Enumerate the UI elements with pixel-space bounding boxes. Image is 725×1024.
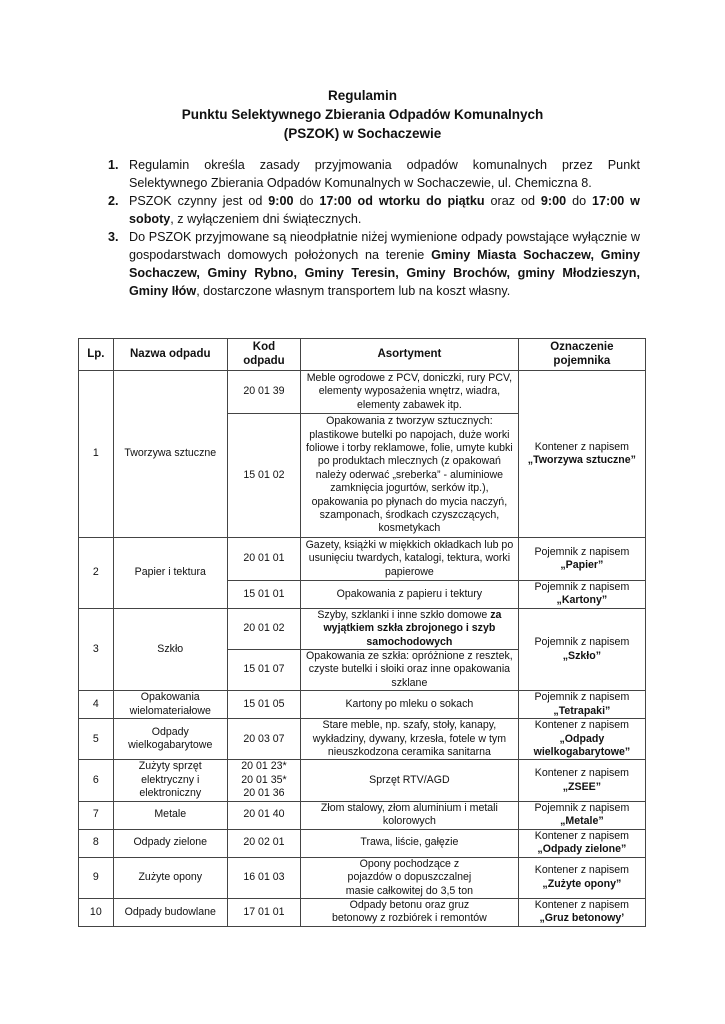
cell-code [227,760,300,801]
bin-name: „Tworzywa sztuczne” [527,454,636,466]
bin-label: Pojemnik z napisem [534,691,630,704]
table-row [79,719,646,760]
cell-bin [518,608,645,690]
waste-table [78,338,646,927]
rule-number: 1. [108,158,119,172]
cell-name: Odpady wielkogabarytowe [113,719,227,760]
cell-code: 15 01 07 [227,650,300,691]
cell-name: Tworzywa sztuczne [113,371,227,538]
cell-name: Odpady budowlane [113,898,227,926]
rule-item [108,156,640,192]
bin-label: Pojemnik z napisem [534,801,630,814]
bin-name: „ZSEE” [562,780,601,793]
header-lp: Lp. [79,339,114,371]
rule-number: 3. [108,230,119,244]
cell-bin [518,538,645,581]
cell-code: 15 01 01 [227,581,300,609]
cell-desc: Odpady betonu oraz gruz betonowy z rozbiórek i remontów [301,898,519,926]
cell-code: 20 01 39 [227,371,300,414]
code-line: 20 01 23* [241,760,287,773]
cell-code: 20 01 40 [227,801,300,829]
header-name: Nazwa odpadu [113,339,227,371]
bin-label: Kontener z napisem [534,899,629,911]
cell-code: 20 02 01 [227,829,300,857]
table-row [79,691,646,719]
cell-bin [518,801,645,829]
bin-name: „Odpady zielone” [537,843,627,856]
cell-desc: Trawa, liście, gałęzie [301,829,519,857]
cell-bin [518,760,645,801]
cell-desc: Złom stalowy, złom aluminium i metali kolorowych [301,801,519,829]
cell-desc [301,608,519,649]
cell-code: 16 01 03 [227,857,300,898]
bin-name: „Gruz betonowy’ [539,912,625,925]
rule-text: do [566,194,593,208]
rule-bold: 9:00 [540,194,567,208]
rule-text: do [293,194,320,208]
desc-text: Szyby, szklanki i inne szkło domowe [317,608,491,621]
table-row [79,371,646,414]
cell-desc: Opakowania z tworzyw sztucznych: plastikowe butelki po napojach, duże worki foliowe i torby reklamowe, folie, umyte kubki po produktach mlecznych (z opakowań należy oderwać „sreberka” - aluminiowe zamknięcia jogurtów, serków itp.), opakowania po płynach do mycia naczyń, szamponach, środkach czyszczących, kosmetykach [301,414,519,538]
rule-text: Do PSZOK przyjmowane są nieodpłatnie niżej wymienione odpady powstające wyłącznie w gospodarstwach domowych położonych na terenie [129,230,640,262]
cell-name: Zużyty sprzęt elektryczny i elektroniczny [113,760,227,801]
bin-label: Kontener z napisem [534,719,629,732]
bin-name: „Papier” [560,559,604,571]
header-assortment: Asortyment [301,339,519,371]
cell-bin [518,719,645,760]
cell-lp: 4 [79,691,114,719]
cell-desc: Opony pochodzące z pojazdów o dopuszczalnej masie całkowitej do 3,5 ton [301,857,519,898]
cell-name: Zużyte opony [113,857,227,898]
table-row [79,760,646,801]
cell-code: 20 03 07 [227,719,300,760]
table-row [79,801,646,829]
cell-bin [518,371,645,538]
cell-code: 17 01 01 [227,898,300,926]
cell-name: Metale [113,801,227,829]
bin-name: „Odpady wielkogabarytowe” [533,732,631,759]
table-row [79,857,646,898]
title-line: Punktu Selektywnego Zbierania Odpadów Komunalnych [181,107,544,122]
table-row [79,898,646,926]
cell-lp: 3 [79,608,114,690]
cell-name: Papier i tektura [113,538,227,609]
header-bin: Oznaczenie pojemnika [518,339,645,371]
title-line: (PSZOK) w Sochaczewie [283,126,442,141]
document-title [0,86,725,143]
bin-name: „Szkło” [562,649,601,662]
cell-desc: Meble ogrodowe z PCV, doniczki, rury PCV, elementy wyposażenia wnętrz, wiadra, elementy zabawek itp. [301,371,519,414]
rule-number: 2. [108,194,119,208]
table-header-row [79,339,646,371]
table-row [79,538,646,581]
cell-bin [518,898,645,926]
cell-name: Odpady zielone [113,829,227,857]
cell-desc: Kartony po mleku o sokach [301,691,519,719]
bin-label: Kontener z napisem [534,440,629,453]
cell-bin [518,829,645,857]
cell-name: Szkło [113,608,227,690]
cell-desc: Sprzęt RTV/AGD [301,760,519,801]
code-line: 20 01 36 [243,787,285,800]
cell-lp: 1 [79,371,114,538]
bin-label: Pojemnik z napisem [534,581,630,593]
cell-name: Opakowania wielomateriałowe [113,691,227,719]
cell-bin [518,691,645,719]
cell-lp: 10 [79,898,114,926]
bin-name: „Zużyte opony” [542,877,622,890]
rule-bold: Gminy Miasta Sochaczew, Gminy Sochaczew, Gminy Rybno, Gminy Teresin, Gminy Brochów, gminy Młodzieszyn, Gminy Iłów [129,248,640,298]
cell-code: 15 01 02 [227,414,300,538]
desc-bold: za wyjątkiem szkła zbrojonego i szyb samochodowych [323,608,502,648]
rule-text: , dostarczone własnym transportem lub na koszt własny. [196,284,511,298]
code-line: 20 01 35* [241,773,287,786]
rule-bold: 9:00 [268,194,294,208]
bin-label: Pojemnik z napisem [534,545,630,558]
bin-name: „Kartony” [556,594,608,607]
cell-bin [518,857,645,898]
bin-name: „Metale” [560,815,604,828]
bin-label: Pojemnik z napisem [534,636,630,649]
cell-lp: 6 [79,760,114,801]
rule-text: oraz od [484,194,541,208]
cell-desc: Gazety, książki w miękkich okładkach lub po usunięciu twardych, katalogi, tektura, worki papierowe [301,538,519,581]
cell-code: 15 01 05 [227,691,300,719]
cell-lp: 5 [79,719,114,760]
rule-bold: 17:00 w soboty [129,194,640,226]
bin-label: Kontener z napisem [534,829,629,842]
bin-name: „Tetrapaki” [553,704,611,717]
cell-lp: 9 [79,857,114,898]
rule-text: Regulamin określa zasady przyjmowania odpadów komunalnych przez Punkt Selektywnego Zbierania Odpadów Komunalnych w Sochaczewie, ul. Chemiczna 8. [129,158,640,190]
cell-lp: 7 [79,801,114,829]
rule-item [108,228,640,300]
title-line: Regulamin [327,88,397,103]
cell-code: 20 01 02 [227,608,300,649]
bin-label: Kontener z napisem [534,864,629,877]
table-row [79,608,646,649]
header-code: Kod odpadu [227,339,300,371]
cell-desc: Opakowania z papieru i tektury [301,581,519,609]
cell-lp: 8 [79,829,114,857]
rule-text: , z wyłączeniem dni świątecznych. [170,212,362,226]
cell-bin [518,581,645,609]
cell-lp: 2 [79,538,114,609]
rule-item [108,192,640,228]
table-row [79,829,646,857]
rule-text: PSZOK czynny jest od [129,194,269,208]
cell-desc: Stare meble, np. szafy, stoły, kanapy, wykładziny, dywany, krzesła, fotele w tym nieuszkodzona ceramika sanitarna [301,719,519,760]
rules-list [108,156,640,300]
bin-label: Kontener z napisem [534,767,629,780]
cell-desc: Opakowania ze szkła: opróżnione z resztek, czyste butelki i słoiki oraz inne opakowania szklane [301,650,519,691]
rule-bold: 17:00 od wtorku do piątku [319,194,485,208]
cell-code: 20 01 01 [227,538,300,581]
